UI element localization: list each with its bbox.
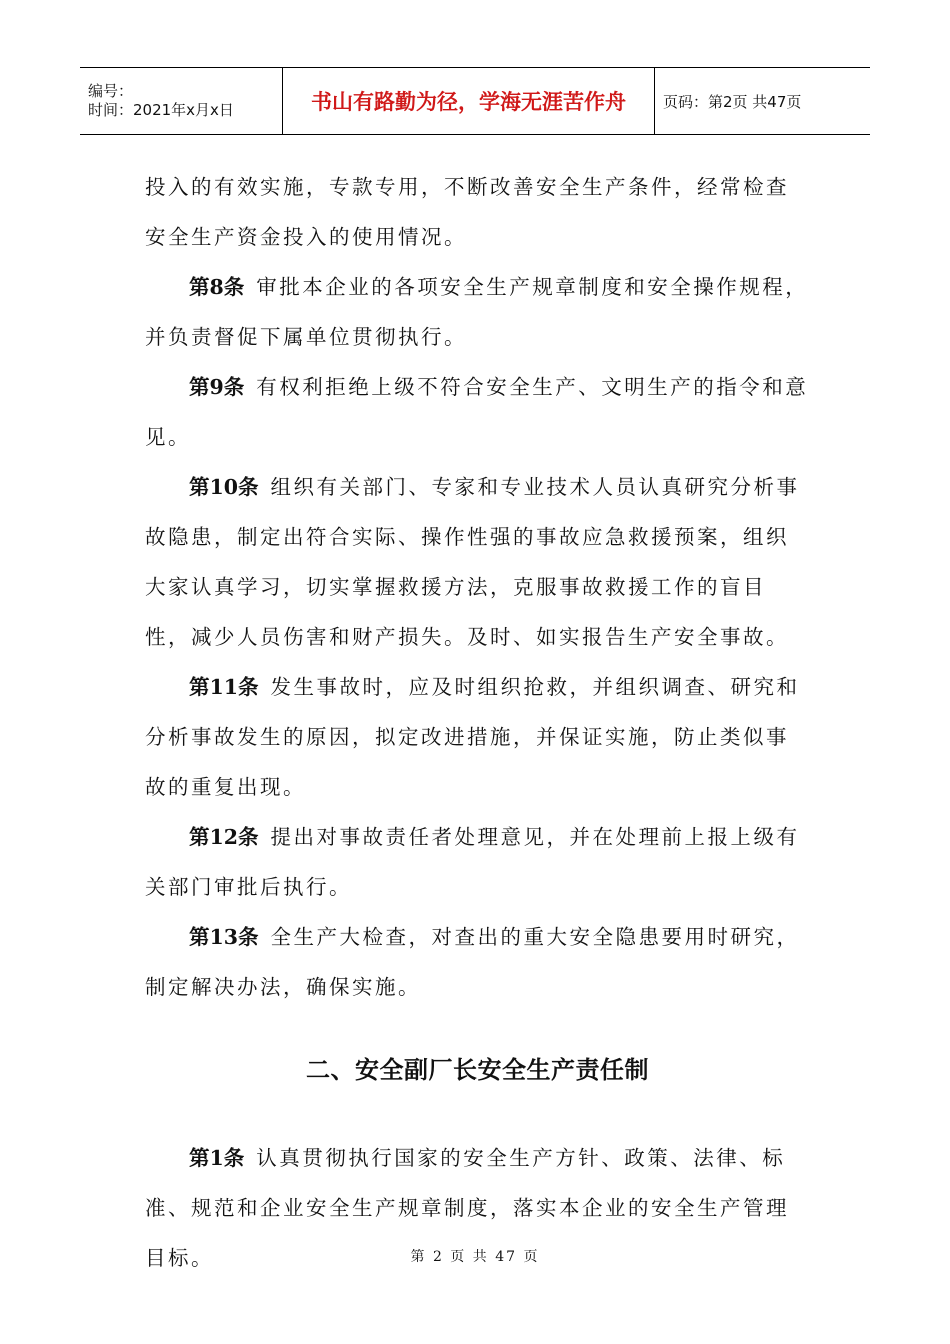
page-info-text: 页码：第2页 共47页: [663, 92, 802, 111]
paragraph-text: 发生事故时，应及时组织抢救，并组织调查、研究和分析事故发生的原因，拟定改进措施，并保证实施，防止类似事故的重复出现。: [145, 675, 800, 799]
paragraph-text: 有权利拒绝上级不符合安全生产、文明生产的指令和意见。: [145, 375, 809, 449]
article-paragraph: [145, 262, 810, 362]
article-number: 第1条: [189, 1146, 245, 1170]
header-motto: [283, 68, 655, 134]
article-number: 第9条: [189, 375, 245, 399]
paragraph-text: 全生产大检查，对查出的重大安全隐患要用时研究，制定解决办法，确保实施。: [145, 925, 800, 999]
article-number: 第8条: [189, 275, 245, 299]
paragraph-text: 投入的有效实施，专款专用，不断改善安全生产条件，经常检查安全生产资金投入的使用情况。: [145, 175, 789, 249]
header-meta: [80, 68, 283, 134]
motto-text: 书山有路勤为径，学海无涯苦作舟: [311, 90, 626, 114]
document-body: [145, 162, 810, 1283]
article-number: 第12条: [189, 825, 259, 849]
article-paragraph: [145, 362, 810, 462]
paragraph-text: 认真贯彻执行国家的安全生产方针、政策、法律、标准、规范和企业安全生产规章制度，落实本企业的安全生产管理目标。: [145, 1146, 789, 1270]
paragraph: [145, 162, 810, 262]
page-header: [80, 67, 870, 135]
section-heading: 二、安全副厂长安全生产责任制: [306, 1056, 649, 1084]
article-number: 第11条: [189, 675, 259, 699]
document-date: 时间：2021年x月x日: [88, 101, 234, 119]
paragraph-text: 提出对事故责任者处理意见，并在处理前上报上级有关部门审批后执行。: [145, 825, 800, 899]
article-number: 第10条: [189, 475, 259, 499]
header-page-info: [655, 68, 870, 134]
paragraph-text: 组织有关部门、专家和专业技术人员认真研究分析事故隐患，制定出符合实际、操作性强的事故应急救援预案，组织大家认真学习，切实掌握救援方法，克服事故救援工作的盲目性，减少人员伤害和财产损失。及时、如实报告生产安全事故。: [145, 475, 800, 649]
paragraph-text: 审批本企业的各项安全生产规章制度和安全操作规程，并负责督促下属单位贯彻执行。: [145, 275, 809, 349]
document-number: 编号：: [88, 82, 134, 100]
article-number: 第13条: [189, 925, 259, 949]
article-paragraph: [145, 912, 810, 1012]
article-paragraph: [145, 462, 810, 662]
article-paragraph: [145, 662, 810, 812]
article-paragraph: [145, 812, 810, 912]
page-footer: 第 2 页 共 47 页: [410, 1249, 540, 1265]
